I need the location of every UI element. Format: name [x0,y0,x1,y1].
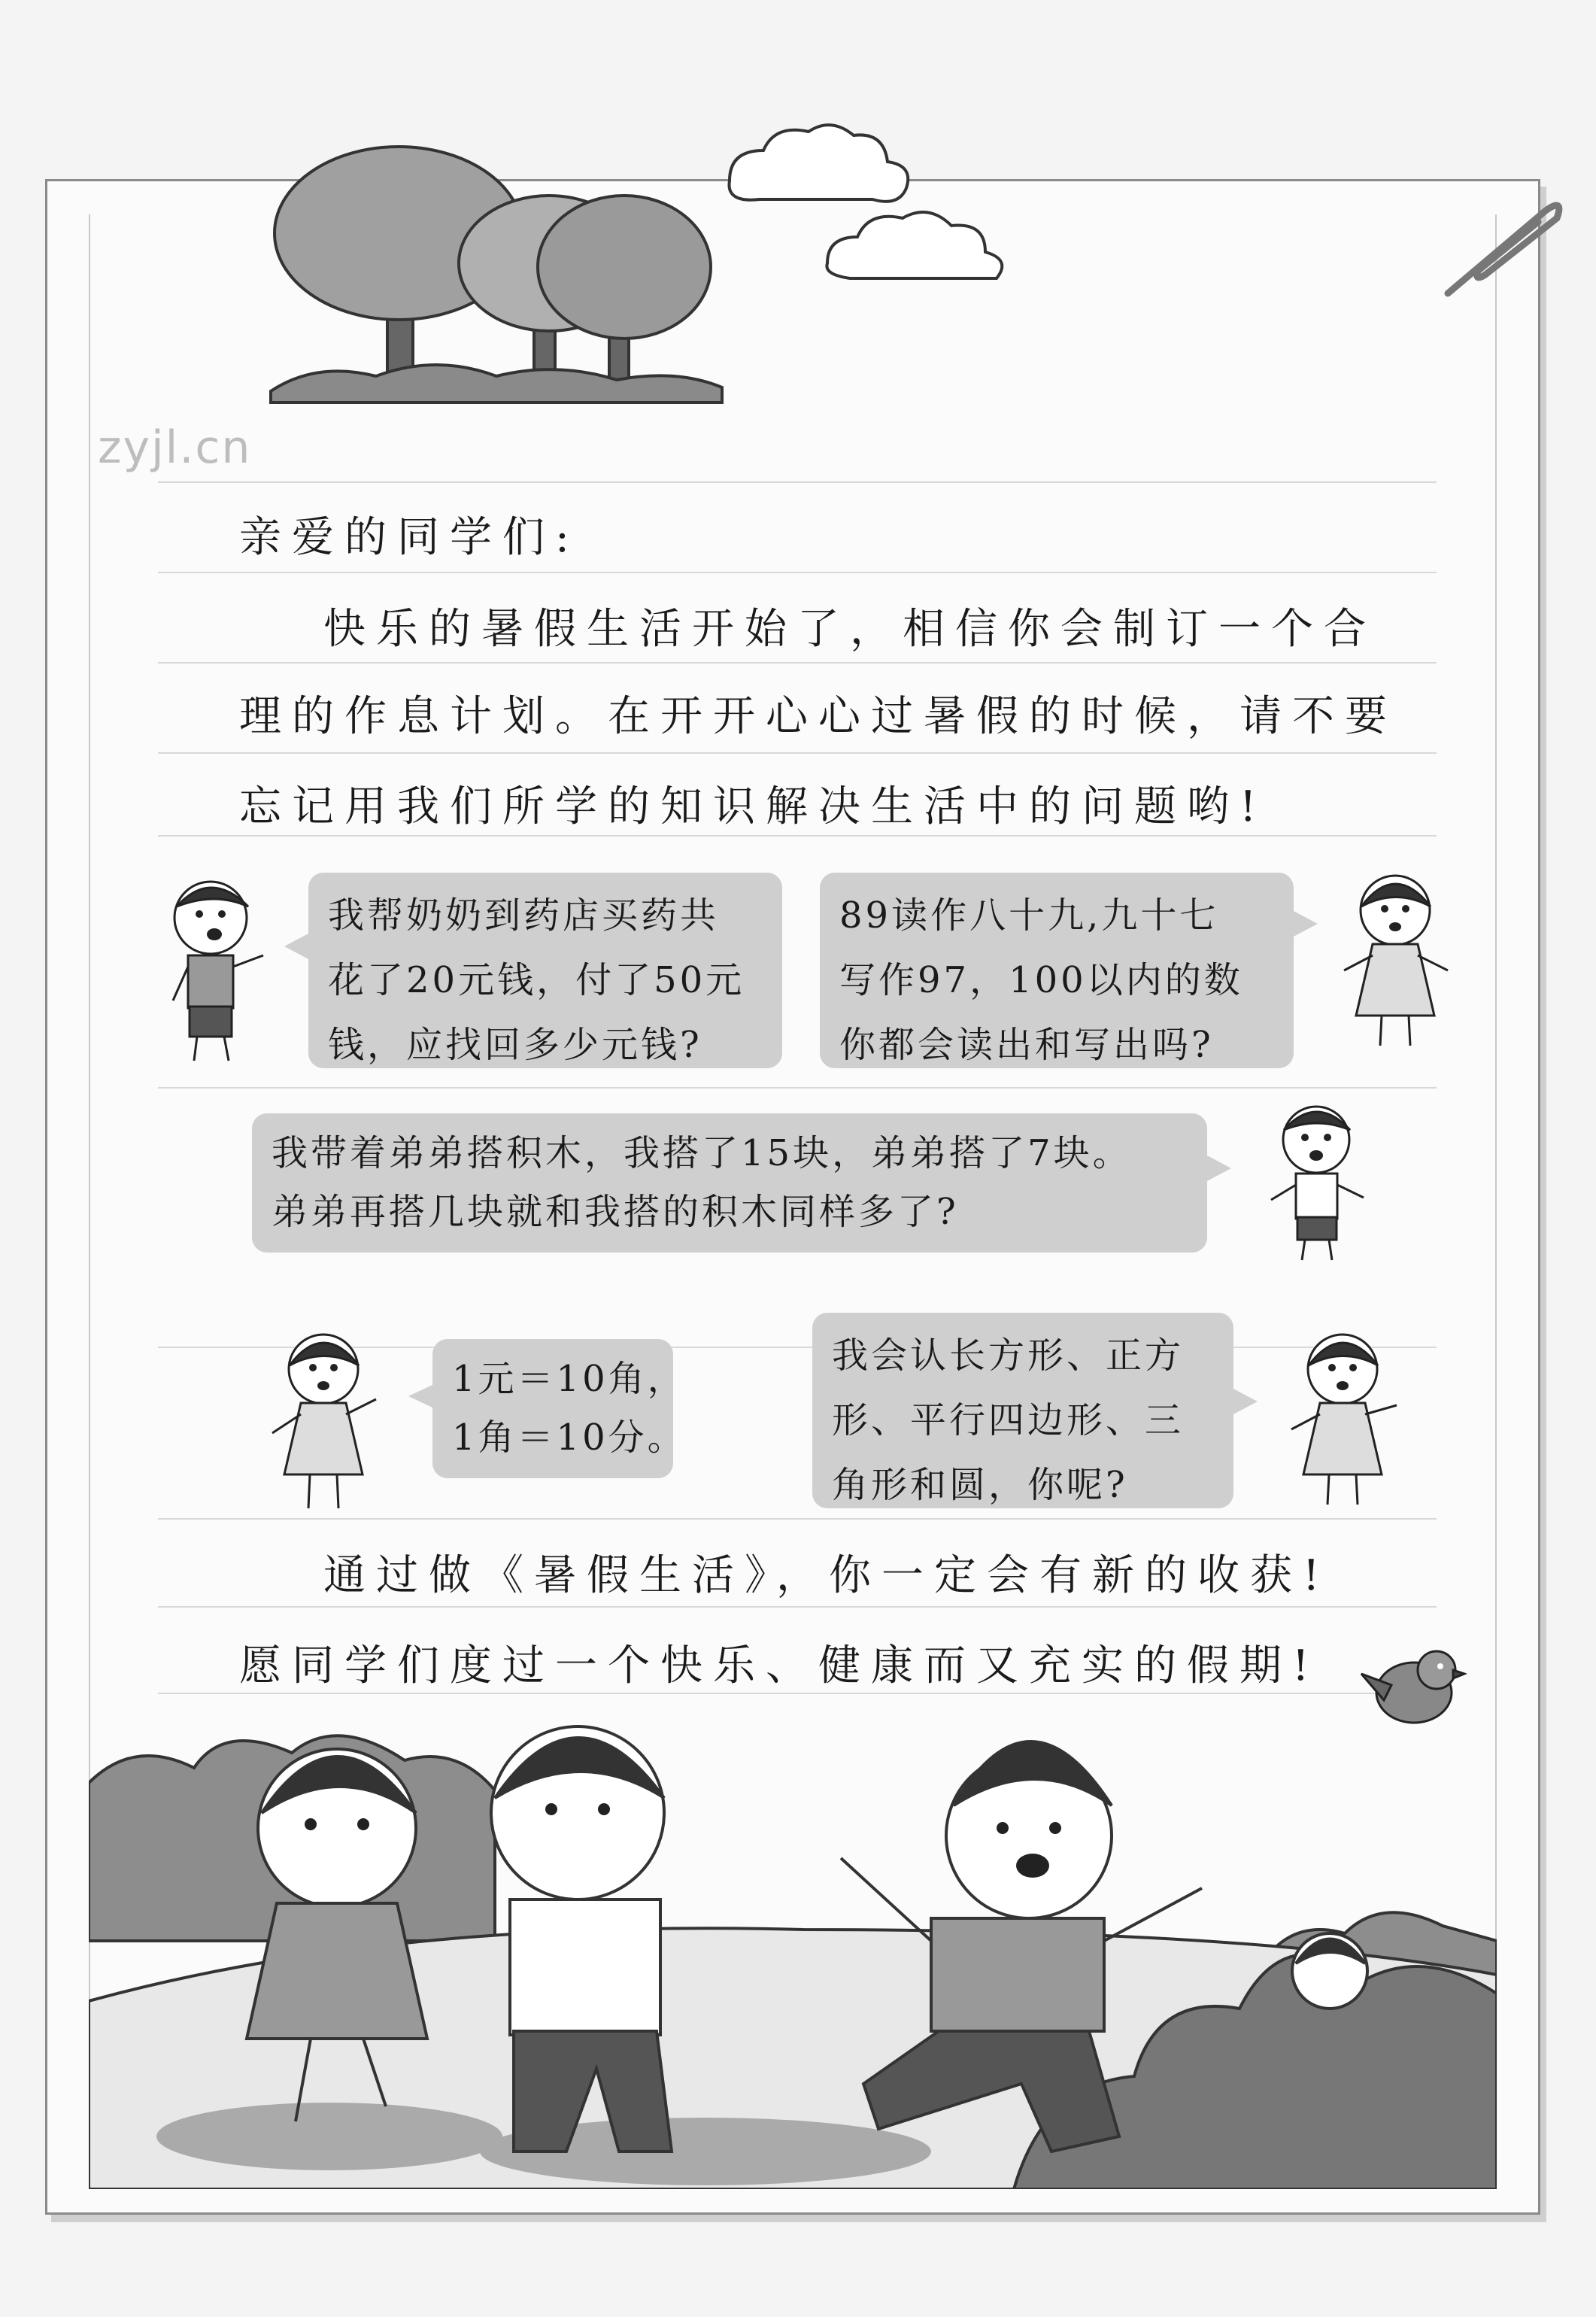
bubble-line: 形、平行四边形、三 [832,1399,1185,1441]
speech-bubble-shapes [812,1313,1233,1508]
bubble-line: 角形和圆，你呢? [832,1464,1128,1506]
bubble-tail [408,1384,434,1408]
ruled-line [158,572,1437,573]
bubble-tail [1292,910,1318,937]
ruled-line [158,835,1437,837]
bubble-line: 钱，应找回多少元钱? [328,1024,702,1066]
speech-bubble-blocks [252,1113,1207,1253]
bubble-line: 我带着弟弟搭积木，我搭了15块，弟弟搭了7块。 [272,1132,1132,1174]
bubble-tail [1232,1388,1258,1415]
clouds-illustration [715,113,1060,293]
intro-line-1: 快乐的暑假生活开始了，相信你会制订一个合 [323,605,1376,654]
greeting-text: 亲爱的同学们: [239,513,580,562]
bubble-tail [284,933,310,960]
children-playing-illustration [89,1715,1497,2189]
speech-bubble-pharmacy [308,873,782,1068]
girl-cartoon [1327,865,1463,1053]
bubble-line: 1元＝10角， [452,1358,687,1400]
boy-cartoon [1252,1098,1380,1264]
bubble-line: 花了20元钱，付了50元 [328,959,745,1001]
paperclip-icon [1433,188,1576,308]
closing-line-1: 通过做《暑假生活》，你一定会有新的收获! [323,1551,1331,1600]
ruled-line [158,662,1437,664]
girl-cartoon [1275,1324,1410,1512]
bubble-tail [1206,1155,1231,1182]
bubble-line: 1角＝10分。 [452,1417,687,1459]
trees-illustration [263,135,730,414]
speech-bubble-money [432,1339,687,1478]
ruled-line [158,752,1437,754]
girl-cartoon [256,1324,391,1520]
intro-line-2: 理的作息计划。在开开心心过暑假的时候，请不要 [239,692,1397,741]
watermark-text: zyjl.cn [98,421,252,474]
bubble-line: 我会认长方形、正方 [832,1335,1185,1377]
bubble-line: 写作97，100以内的数 [839,959,1243,1001]
bubble-line: 弟弟再搭几块就和我搭的积木同样多了? [272,1191,959,1233]
ruled-line [158,1087,1437,1089]
bubble-line: 我帮奶奶到药店买药共 [328,894,720,937]
bubble-line: 你都会读出和写出吗? [839,1024,1214,1066]
ruled-line [158,1606,1437,1608]
ruled-line [158,481,1437,483]
closing-line-2: 愿同学们度过一个快乐、健康而又充实的假期! [239,1641,1320,1690]
ruled-line [158,1693,1437,1694]
boy-cartoon [150,873,278,1068]
intro-line-3: 忘记用我们所学的知识解决生活中的问题哟! [239,782,1267,831]
speech-bubble-numbers [820,873,1294,1068]
bubble-line: 89读作八十九,九十七 [839,894,1219,937]
